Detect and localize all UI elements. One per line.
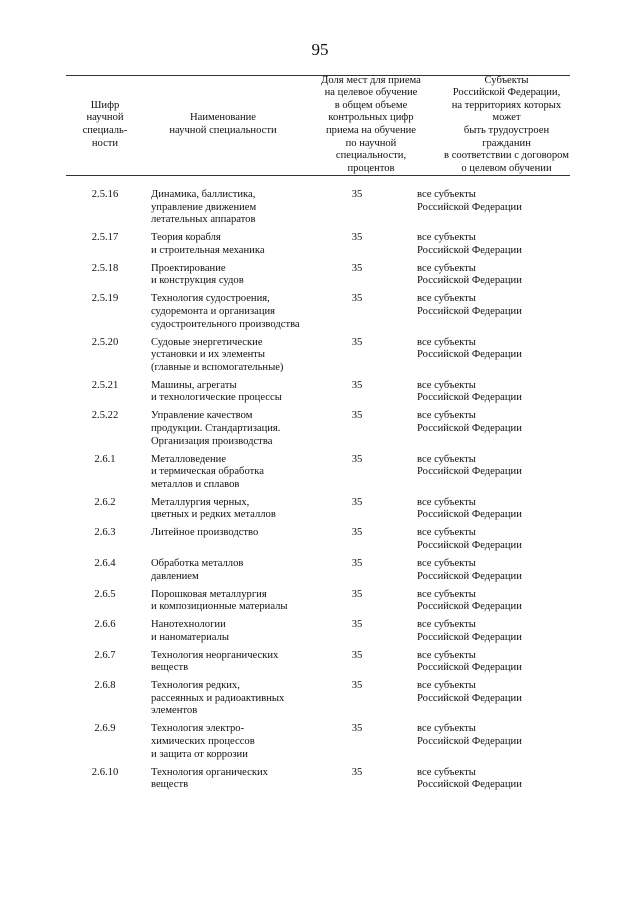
specialty-name: Управление качеством продукции. Стандартизация. Организация производства [151,410,281,447]
target-share: 35 [351,680,363,692]
target-share: 35 [351,496,363,508]
subjects-cell: все субъекты Российской Федерации [417,232,522,256]
subjects-cell: все субъекты Российской Федерации [417,410,522,434]
specialty-code: 2.6.9 [94,723,116,735]
subjects-cell: все субъекты Российской Федерации [417,453,522,478]
specialty-code: 2.5.17 [91,232,119,244]
subjects-cell: все субъекты Российской Федерации [417,766,522,791]
target-share: 35 [351,262,363,274]
table-row [66,263,570,294]
target-share: 35 [351,649,363,661]
subjects-cell: все субъекты Российской Федерации [417,527,522,551]
table-row [66,337,570,380]
page-number: 95 [311,40,329,59]
table-row [66,189,570,232]
subjects-cell: все субъекты Российской Федерации [417,336,522,361]
specialty-code: 2.5.21 [91,379,119,391]
specialty-code: 2.6.6 [94,619,116,631]
specialty-name: Проектирование и конструкция судов [151,262,244,287]
table-row [66,680,570,723]
table-row [66,723,570,766]
table-row [66,293,570,336]
specialty-name: Технология редких, рассеянных и радиоактивных элементов [151,680,285,717]
specialty-name: Металлургия черных, цветных и редких металлов [151,496,276,521]
specialty-name: Литейное производство [151,527,259,539]
table-row [66,527,570,558]
specialty-code: 2.5.19 [91,293,119,305]
specialty-code: 2.6.8 [94,680,116,692]
specialty-name: Судовые энергетические установки и их элементы (главные и вспомогательные) [151,336,284,373]
subjects-cell: все субъекты Российской Федерации [417,723,522,748]
subjects-cell: все субъекты Российской Федерации [417,379,522,404]
specialty-code: 2.6.1 [94,453,116,465]
target-share: 35 [351,453,363,465]
header-cell-subjects: Субъекты Российской Федерации, на территориях которых может быть трудоустроен гражданин в соответствии с договором о целевом обучении [444,74,569,174]
table-row [66,650,570,681]
target-share: 35 [351,232,363,244]
specialty-name: Динамика, баллистика, управление движением летательных аппаратов [151,189,257,226]
target-share: 35 [351,527,363,539]
table-header-rule [66,175,570,176]
subjects-cell: все субъекты Российской Федерации [417,189,522,213]
header-cell-name: Наименование научной специальности [169,112,277,136]
specialty-code: 2.6.7 [94,649,116,661]
specialty-name: Обработка металлов давлением [151,557,244,582]
target-share: 35 [351,336,363,348]
table-row [66,454,570,497]
specialty-code: 2.6.3 [94,527,116,539]
target-share: 35 [351,189,363,200]
table-row [66,497,570,528]
target-share: 35 [351,557,363,569]
target-share: 35 [351,293,363,305]
header-cell-code: Шифр научной специаль- ности [82,99,128,149]
table-row [66,767,570,798]
specialty-name: Технология электро- химических процессов и защита от коррозии [151,723,255,760]
specialty-name: Металловедение и термическая обработка металлов и сплавов [151,453,264,490]
subjects-cell: все субъекты Российской Федерации [417,680,522,704]
specialty-code: 2.5.22 [91,410,119,422]
table-body [66,189,570,797]
header-cell-share: Доля мест для приема на целевое обучение в общем объеме контрольных цифр приема на обучение по научной специальности, процентов [321,74,421,174]
table-row [66,380,570,411]
subjects-cell: все субъекты Российской Федерации [417,588,522,613]
table-row [66,589,570,620]
specialty-name: Машины, агрегаты и технологические процессы [151,379,282,404]
subjects-cell: все субъекты Российской Федерации [417,293,522,317]
specialty-code: 2.6.2 [94,496,116,508]
specialty-name: Технология органических веществ [151,766,268,791]
subjects-cell: все субъекты Российской Федерации [417,496,522,521]
table-row [66,232,570,263]
specialty-code: 2.6.5 [94,588,116,600]
target-share: 35 [351,379,363,391]
specialty-name: Теория корабля и строительная механика [151,232,265,256]
target-share: 35 [351,588,363,600]
specialty-name: Технология неорганических веществ [151,649,279,674]
specialty-code: 2.6.10 [91,766,119,778]
specialty-name: Порошковая металлургия и композиционные материалы [151,588,288,613]
specialty-code: 2.5.18 [91,262,119,274]
specialty-code: 2.5.16 [91,189,119,200]
table-row [66,619,570,650]
specialty-code: 2.6.4 [94,557,116,569]
subjects-cell: все субъекты Российской Федерации [417,619,522,643]
table-row [66,558,570,589]
subjects-cell: все субъекты Российской Федерации [417,649,522,674]
specialty-name: Технология судостроения, судоремонта и организация судостроительного производства [151,293,300,330]
subjects-cell: все субъекты Российской Федерации [417,262,522,287]
table-header [66,75,570,175]
specialty-code: 2.5.20 [91,336,119,348]
target-share: 35 [351,766,363,778]
table-row [66,410,570,453]
target-share: 35 [351,410,363,422]
specialty-name: Нанотехнологии и наноматериалы [151,619,230,643]
subjects-cell: все субъекты Российской Федерации [417,557,522,582]
target-share: 35 [351,619,363,631]
target-share: 35 [351,723,363,735]
